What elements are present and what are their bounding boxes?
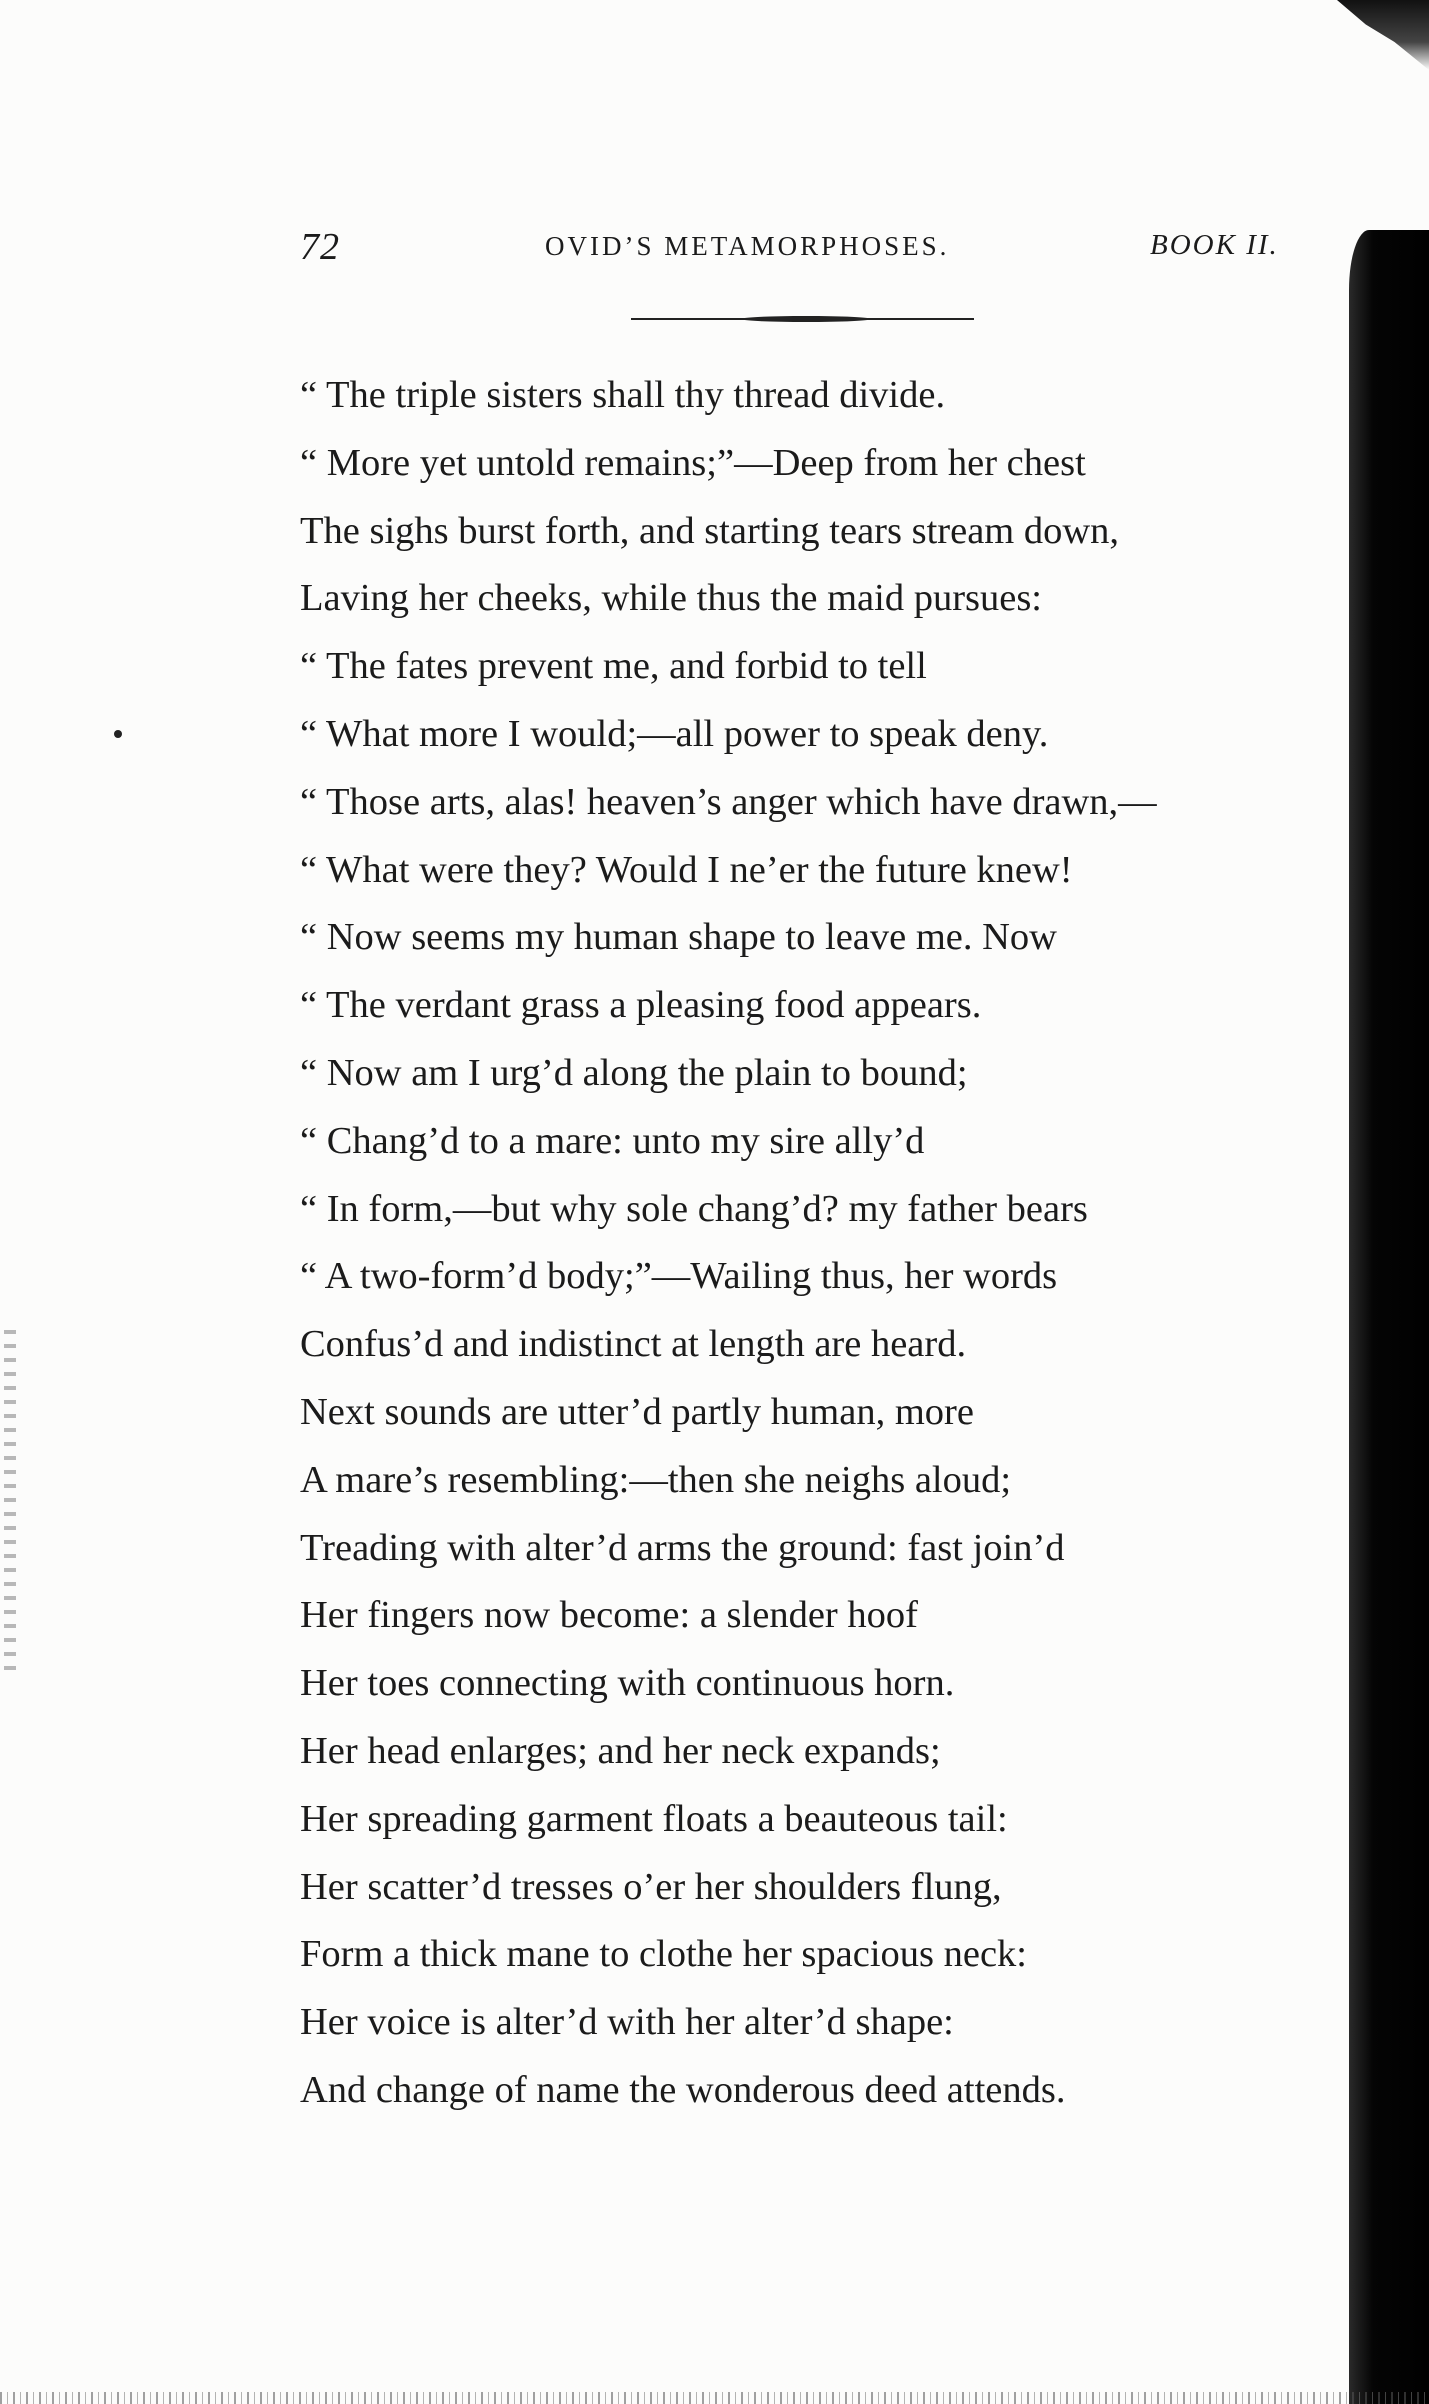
poem-line: Next sounds are utter’d partly human, more bbox=[300, 1390, 974, 1433]
page-number: 72 bbox=[300, 226, 340, 268]
binding-shadow-top bbox=[1314, 0, 1429, 70]
poem-text bbox=[300, 362, 1300, 2125]
poem-line: The sighs burst forth, and starting tears stream down, bbox=[300, 509, 1120, 552]
poem-line: Treading with alter’d arms the ground: fast join’d bbox=[300, 1526, 1065, 1569]
header-rule-swell bbox=[741, 316, 871, 322]
poem-line: “ More yet untold remains;”—Deep from her chest bbox=[300, 441, 1086, 484]
poem-line: Her head enlarges; and her neck expands; bbox=[300, 1729, 941, 1772]
poem-line: “ Now am I urg’d along the plain to bound; bbox=[300, 1051, 968, 1094]
book-label: BOOK II. bbox=[1150, 229, 1279, 261]
running-title: OVID’S METAMORPHOSES. bbox=[545, 231, 950, 261]
poem-line: Her toes connecting with continuous horn. bbox=[300, 1662, 955, 1705]
poem-line: “ What were they? Would I ne’er the future knew! bbox=[300, 848, 1073, 891]
poem-line: “ Chang’d to a mare: unto my sire ally’d bbox=[300, 1119, 925, 1162]
poem-line: And change of name the wonderous deed attends. bbox=[300, 2068, 1066, 2111]
poem-line: Her scatter’d tresses o’er her shoulders flung, bbox=[300, 1865, 1002, 1908]
poem-line: A mare’s resembling:—then she neighs aloud; bbox=[300, 1458, 1012, 1501]
poem-line: “ The triple sisters shall thy thread divide. bbox=[300, 374, 946, 416]
poem-line: Her fingers now become: a slender hoof bbox=[300, 1594, 918, 1637]
poem-line: Form a thick mane to clothe her spacious neck: bbox=[300, 1933, 1028, 1976]
scan-specks bbox=[4, 1330, 16, 1670]
running-header bbox=[300, 225, 1300, 285]
poem-line: Confus’d and indistinct at length are heard. bbox=[300, 1323, 967, 1366]
binding-edge bbox=[1349, 230, 1429, 2404]
header-rule bbox=[631, 316, 974, 322]
poem-line: Laving her cheeks, while thus the maid pursues: bbox=[300, 577, 1043, 620]
poem-line: “ A two-form’d body;”—Wailing thus, her words bbox=[300, 1255, 1058, 1298]
poem-line: “ Those arts, alas! heaven’s anger which have drawn,— bbox=[300, 780, 1157, 823]
poem-line: “ In form,—but why sole chang’d? my father bears bbox=[300, 1187, 1088, 1230]
ink-speck bbox=[114, 730, 122, 738]
scan-bottom-edge bbox=[0, 2392, 1429, 2404]
poem-line: “ The verdant grass a pleasing food appears. bbox=[300, 984, 982, 1027]
poem-line: Her voice is alter’d with her alter’d shape: bbox=[300, 2001, 954, 2044]
poem-line: “ The fates prevent me, and forbid to tell bbox=[300, 645, 927, 688]
poem-line: “ What more I would;—all power to speak deny. bbox=[300, 712, 1049, 755]
poem-line: Her spreading garment floats a beauteous tail: bbox=[300, 1797, 1008, 1840]
poem-line: “ Now seems my human shape to leave me. Now bbox=[300, 916, 1057, 959]
